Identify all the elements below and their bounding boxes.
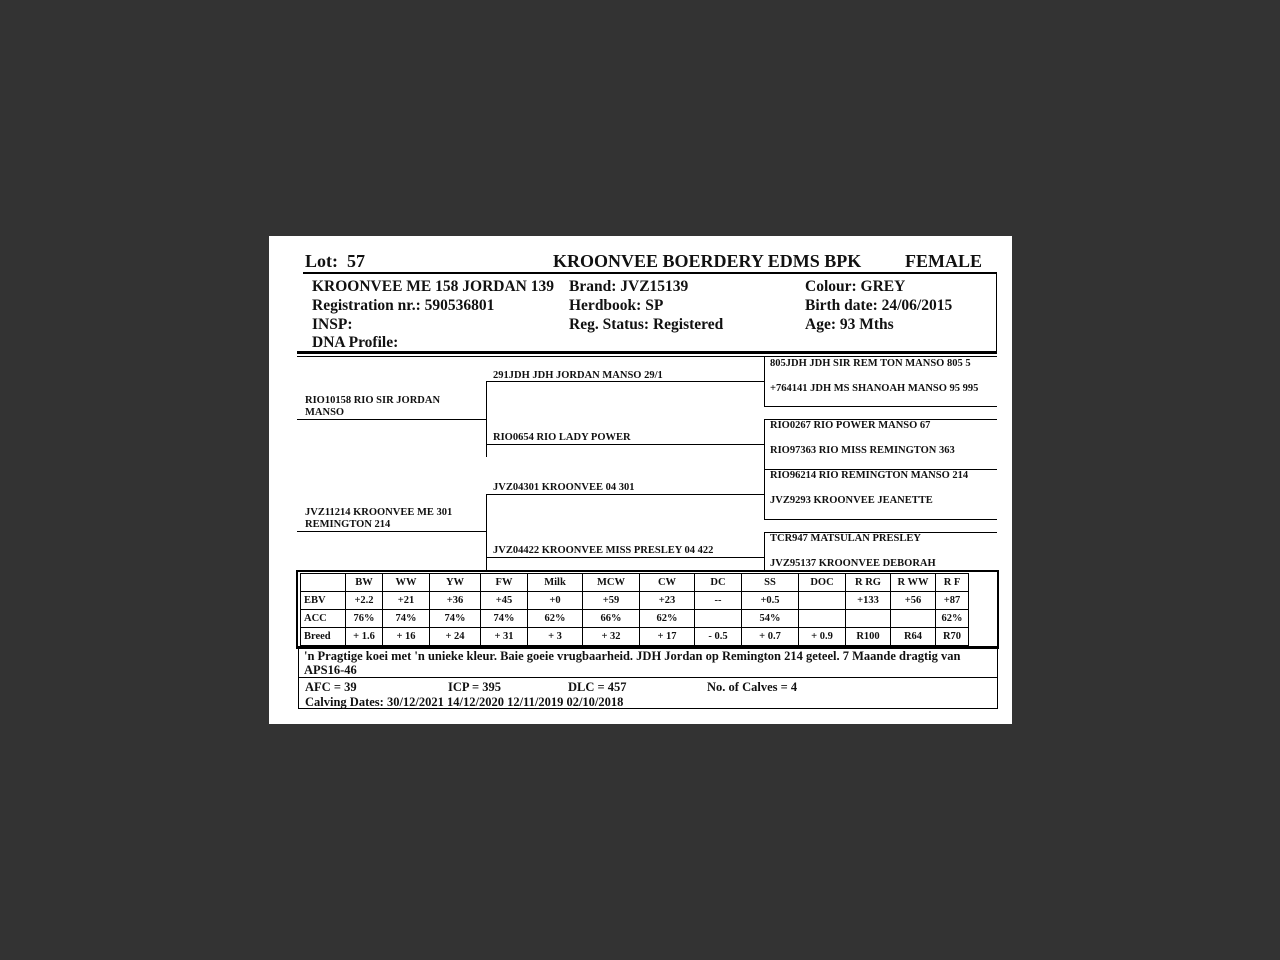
registration-number: Registration nr.: 590536801: [312, 297, 495, 314]
pedigree-line: [486, 444, 764, 445]
table-cell: + 31: [481, 628, 528, 646]
pedigree-line: [764, 469, 765, 519]
column-header: FW: [481, 574, 528, 592]
table-cell: [846, 610, 891, 628]
pedigree-g3-3: RIO0267 RIO POWER MANSO 67: [770, 420, 931, 431]
afc-value: AFC = 39: [305, 680, 357, 694]
table-cell: 62%: [936, 610, 969, 628]
table-cell: + 24: [430, 628, 481, 646]
column-header: SS: [742, 574, 799, 592]
column-header: DC: [695, 574, 742, 592]
column-header: [301, 574, 346, 592]
pedigree-sire: RIO10158 RIO SIR JORDAN MANSO: [305, 395, 441, 418]
header-rule: [303, 272, 997, 274]
pedigree-line: [486, 381, 764, 382]
table-cell: +0: [528, 592, 583, 610]
pedigree-dam: JVZ11214 KROONVEE ME 301 REMINGTON 214: [305, 507, 453, 530]
info-box-right-border: [996, 272, 997, 352]
table-cell: + 17: [640, 628, 695, 646]
table-cell: R100: [846, 628, 891, 646]
pedigree-g3-2: +764141 JDH MS SHANOAH MANSO 95 995: [770, 383, 979, 394]
table-cell: [799, 592, 846, 610]
table-cell: +87: [936, 592, 969, 610]
row-label: Breed: [301, 628, 346, 646]
table-cell: 76%: [346, 610, 383, 628]
animal-name: KROONVEE ME 158 JORDAN 139: [312, 278, 554, 295]
breeder-name: KROONVEE BOERDERY EDMS BPK: [553, 251, 862, 271]
table-cell: +133: [846, 592, 891, 610]
brand-field: Brand: JVZ15139: [569, 278, 689, 295]
pedigree-g3-5: RIO96214 RIO REMINGTON MANSO 214: [770, 470, 969, 481]
table-cell: [799, 610, 846, 628]
lot-label: Lot: 57: [305, 251, 365, 271]
sex-label: FEMALE: [905, 251, 983, 271]
pedigree-sire-dam: RIO0654 RIO LADY POWER: [493, 432, 631, 443]
pedigree-line: [297, 531, 487, 532]
ebv-table: [300, 573, 969, 646]
row-label: ACC: [301, 610, 346, 628]
table-cell: 74%: [481, 610, 528, 628]
comment-divider: [298, 677, 997, 678]
calving-dates: Calving Dates: 30/12/2021 14/12/2020 12/11/2019 02/10/2018: [305, 695, 624, 709]
table-cell: + 1.6: [346, 628, 383, 646]
table-cell: + 16: [383, 628, 430, 646]
pedigree-dam-dam: JVZ04422 KROONVEE MISS PRESLEY 04 422: [493, 545, 714, 556]
table-row: [301, 610, 969, 628]
pedigree-line: [486, 381, 487, 457]
table-cell: R64: [891, 628, 936, 646]
reg-status-field: Reg. Status: Registered: [569, 316, 724, 333]
table-header-row: [301, 574, 969, 592]
pedigree-line: [764, 519, 997, 520]
birth-date-field: Birth date: 24/06/2015: [805, 297, 953, 314]
table-cell: + 32: [583, 628, 640, 646]
table-cell: + 0.9: [799, 628, 846, 646]
table-cell: +23: [640, 592, 695, 610]
column-header: Milk: [528, 574, 583, 592]
table-cell: +21: [383, 592, 430, 610]
table-cell: 66%: [583, 610, 640, 628]
table-cell: +36: [430, 592, 481, 610]
lot-number: 57: [347, 251, 365, 271]
pedigree-g3-1: 805JDH JDH SIR REM TON MANSO 805 5: [770, 358, 971, 369]
table-cell: +56: [891, 592, 936, 610]
table-cell: + 0.7: [742, 628, 799, 646]
pedigree-g3-8: JVZ95137 KROONVEE DEBORAH: [770, 558, 936, 569]
pedigree-line: [297, 419, 487, 420]
table-cell: 74%: [383, 610, 430, 628]
age-field: Age: 93 Mths: [805, 316, 894, 333]
pedigree-dam-sire: JVZ04301 KROONVEE 04 301: [493, 482, 635, 493]
column-header: BW: [346, 574, 383, 592]
pedigree-line: [486, 494, 764, 495]
table-cell: +45: [481, 592, 528, 610]
section-rule-thin: [297, 356, 997, 357]
table-cell: +0.5: [742, 592, 799, 610]
column-header: R F: [936, 574, 969, 592]
column-header: YW: [430, 574, 481, 592]
table-cell: 74%: [430, 610, 481, 628]
pedigree-line: [764, 406, 997, 407]
table-cell: R70: [936, 628, 969, 646]
column-header: R WW: [891, 574, 936, 592]
pedigree-line: [486, 494, 487, 570]
table-cell: [891, 610, 936, 628]
pedigree-line: [764, 532, 765, 570]
column-header: DOC: [799, 574, 846, 592]
insp-field: INSP:: [312, 316, 353, 333]
dna-profile-field: DNA Profile:: [312, 334, 399, 351]
pedigree-g3-7: TCR947 MATSULAN PRESLEY: [770, 533, 921, 544]
table-row: [301, 628, 969, 646]
table-cell: + 3: [528, 628, 583, 646]
row-label: EBV: [301, 592, 346, 610]
colour-field: Colour: GREY: [805, 278, 906, 295]
column-header: MCW: [583, 574, 640, 592]
section-rule-thick: [297, 351, 997, 354]
herdbook-field: Herdbook: SP: [569, 297, 664, 314]
column-header: WW: [383, 574, 430, 592]
dlc-value: DLC = 457: [568, 680, 627, 694]
table-cell: +2.2: [346, 592, 383, 610]
column-header: R RG: [846, 574, 891, 592]
pedigree-line: [764, 419, 765, 469]
table-row: [301, 592, 969, 610]
pedigree-g3-6: JVZ9293 KROONVEE JEANETTE: [770, 495, 933, 506]
table-cell: 62%: [640, 610, 695, 628]
table-cell: --: [695, 592, 742, 610]
pedigree-line: [764, 356, 765, 406]
table-cell: 54%: [742, 610, 799, 628]
calves-count: No. of Calves = 4: [707, 680, 798, 694]
pedigree-sire-sire: 291JDH JDH JORDAN MANSO 29/1: [493, 370, 663, 381]
pedigree-g3-4: RIO97363 RIO MISS REMINGTON 363: [770, 445, 955, 456]
table-cell: +59: [583, 592, 640, 610]
table-cell: [695, 610, 742, 628]
pedigree-line: [486, 557, 764, 558]
table-cell: 62%: [528, 610, 583, 628]
icp-value: ICP = 395: [448, 680, 501, 694]
column-header: CW: [640, 574, 695, 592]
comment-text: 'n Pragtige koei met 'n unieke kleur. Baie goeie vrugbaarheid. JDH Jordan op Remington 214 geteel. 7 Maande dragtig van APS16-46: [304, 649, 961, 677]
table-cell: - 0.5: [695, 628, 742, 646]
